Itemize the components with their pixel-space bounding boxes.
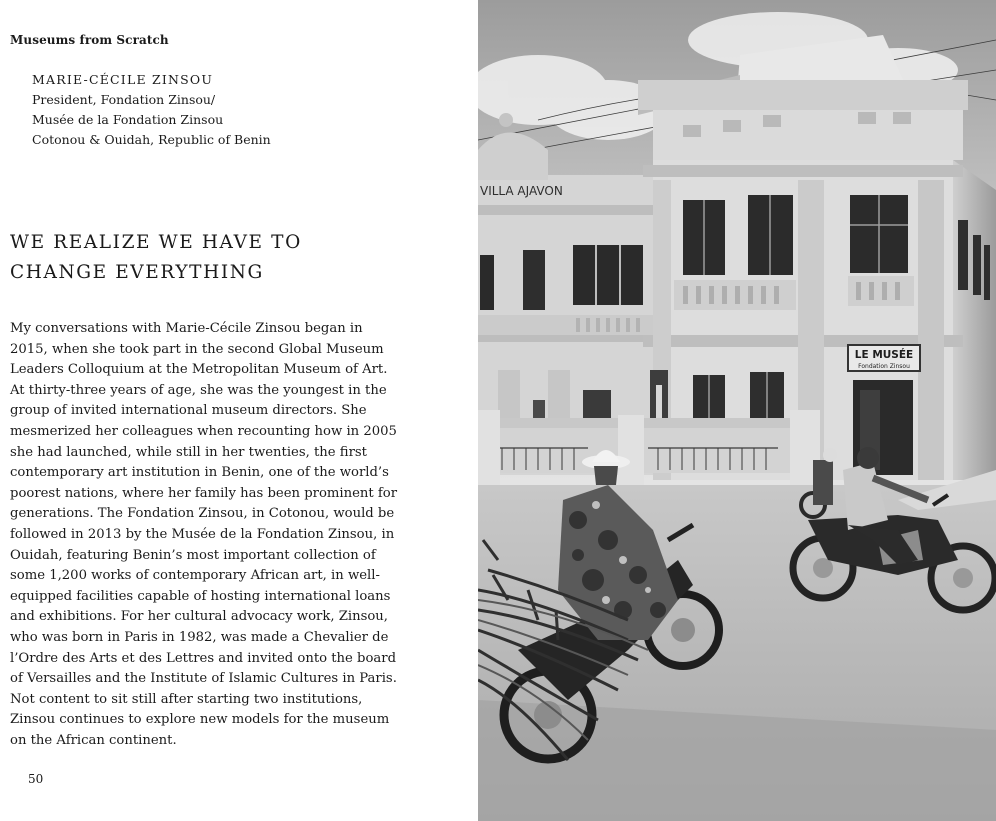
body-line: mesmerized her colleagues when recounting how in 2005 bbox=[10, 423, 397, 439]
body-line: Ouidah, featuring Benin’s most important collection of bbox=[10, 547, 376, 563]
museum-sign-subtitle: Fondation Zinsou bbox=[858, 363, 910, 370]
body-paragraph bbox=[10, 319, 420, 751]
body-line: of Versailles and the Institute of Islamic Cultures in Paris. bbox=[10, 671, 397, 687]
body-line: Leaders Colloquium at the Metropolitan Museum of Art. bbox=[10, 362, 388, 378]
byline-name: MARIE-CÉCILE ZINSOU bbox=[32, 72, 214, 87]
body-line: followed in 2013 by the Musée de la Fondation Zinsou, in bbox=[10, 526, 395, 542]
headline-line: WE REALIZE WE HAVE TO bbox=[10, 232, 302, 253]
page-number: 50 bbox=[28, 772, 44, 786]
body-line: l’Ordre des Arts et des Lettres and invited onto the board bbox=[10, 650, 397, 666]
byline bbox=[32, 70, 271, 150]
museum-street-photo bbox=[478, 0, 996, 821]
body-line: group of invited international museum directors. She bbox=[10, 403, 367, 419]
body-line: some 1,200 works of contemporary African art, in well- bbox=[10, 568, 380, 584]
byline-location: Cotonou & Ouidah, Republic of Benin bbox=[32, 132, 271, 147]
museum-sign-title: LE MUSÉE bbox=[854, 349, 914, 361]
body-line: Zinsou continues to explore new models for the museum bbox=[10, 712, 390, 728]
body-line: who was born in Paris in 1982, was made a Chevalier de bbox=[10, 629, 389, 645]
byline-institution: Musée de la Fondation Zinsou bbox=[32, 112, 224, 127]
body-line: poorest nations, where her family has been prominent for bbox=[10, 485, 398, 501]
photograph bbox=[478, 0, 996, 821]
text-page bbox=[0, 0, 478, 821]
body-line: and exhibitions. For her cultural advocacy work, Zinsou, bbox=[10, 609, 388, 625]
byline-role: President, Fondation Zinsou/ bbox=[32, 92, 216, 107]
facade-lettering: VILLA AJAVON bbox=[480, 184, 563, 198]
body-line: My conversations with Marie-Cécile Zinsou began in bbox=[10, 321, 363, 336]
running-head: Museums from Scratch bbox=[10, 33, 169, 47]
body-line: 2015, when she took part in the second Global Museum bbox=[10, 341, 384, 357]
body-line: she had launched, while still in her twenties, the first bbox=[10, 444, 367, 460]
body-line: equipped facilities capable of hosting international loans bbox=[10, 588, 391, 604]
body-line: contemporary art institution in Benin, one of the world’s bbox=[10, 465, 389, 481]
body-line: generations. The Fondation Zinsou, in Cotonou, would be bbox=[10, 506, 395, 522]
headline-line: CHANGE EVERYTHING bbox=[10, 262, 264, 283]
chapter-headline bbox=[10, 228, 410, 288]
body-line: Not content to sit still after starting two institutions, bbox=[10, 691, 363, 707]
body-line: on the African continent. bbox=[10, 732, 177, 748]
body-line: At thirty-three years of age, she was the youngest in the bbox=[10, 382, 387, 398]
